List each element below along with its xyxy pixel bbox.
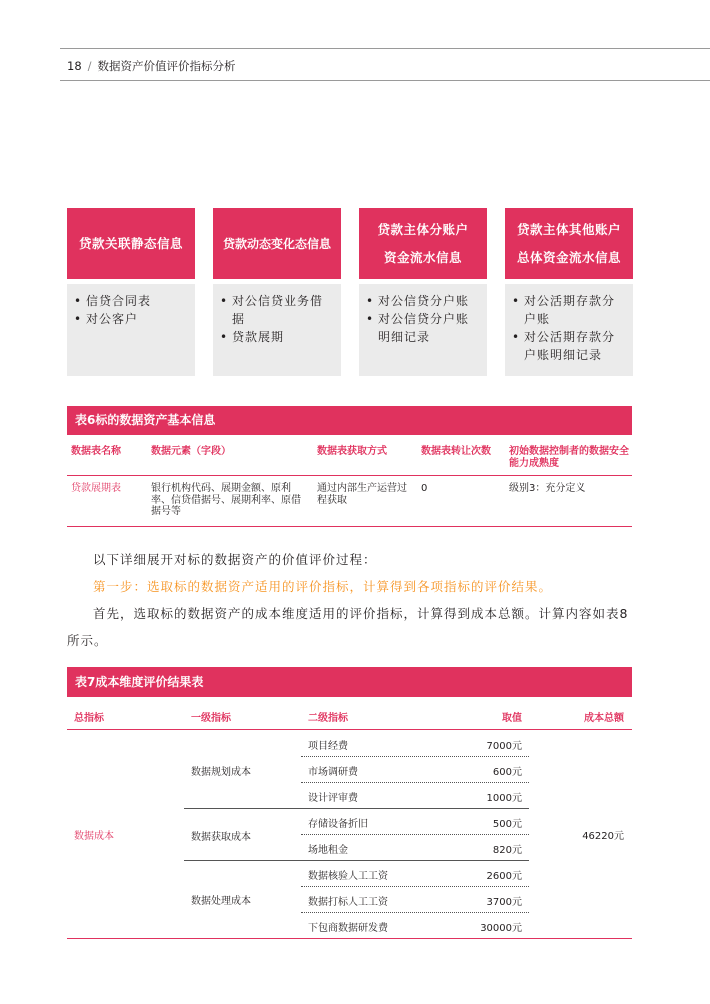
level2-indicator: 下包商数据研发费 xyxy=(308,923,388,934)
indicator-value: 820元 xyxy=(492,845,522,856)
table7-body xyxy=(67,729,632,939)
card-body xyxy=(359,284,487,376)
step-one-paragraph: 第一步：选取标的数据资产适用的评价指标，计算得到各项指标的评价结果。 xyxy=(93,579,553,594)
level2-indicator: 数据核验人工工资 xyxy=(308,871,388,882)
cost-paragraph-cont: 所示。 xyxy=(67,633,108,648)
row-divider xyxy=(301,912,529,913)
card-static-info xyxy=(67,208,195,376)
table7-header-row xyxy=(67,709,632,725)
table-row xyxy=(67,483,632,523)
card-title-line: 贷款主体分账户 xyxy=(377,221,469,237)
card-item: • 对公客户 xyxy=(73,310,187,328)
card-title xyxy=(505,208,633,279)
table7-header-cell: 成本总额 xyxy=(584,713,624,724)
card-title-line: 资金流水信息 xyxy=(383,249,462,265)
card-title xyxy=(359,208,487,279)
card-sub-account-flow xyxy=(359,208,487,376)
card-item: • 对公活期存款分户账 xyxy=(511,292,625,328)
table7-header-cell: 一级指标 xyxy=(191,713,231,724)
row-divider xyxy=(301,886,529,887)
level1-indicator: 数据规划成本 xyxy=(191,767,251,778)
card-item: • 对公信贷分户账明细记录 xyxy=(365,310,479,346)
cost-paragraph: 首先，选取标的数据资产的成本维度适用的评价指标，计算得到成本总额。计算内容如表8 xyxy=(93,606,629,621)
level2-indicator: 市场调研费 xyxy=(308,767,358,778)
card-item: • 贷款展期 xyxy=(219,328,333,346)
card-item: • 对公信贷业务借据 xyxy=(219,292,333,328)
table6-cell: 级别3：充分定义 xyxy=(509,483,586,494)
table7-bottom-rule xyxy=(67,938,632,939)
card-body xyxy=(505,284,633,376)
row-divider xyxy=(301,782,529,783)
table6-cell: 0 xyxy=(421,483,428,494)
table6-bottom-rule xyxy=(67,526,632,527)
table7-header-cell: 总指标 xyxy=(74,713,104,724)
table6-header-cell: 数据表名称 xyxy=(71,446,121,457)
table7-header-cell: 二级指标 xyxy=(308,713,348,724)
table7-title: 表7成本维度评价结果表 xyxy=(67,667,632,697)
table6-header-cell: 数据表转让次数 xyxy=(421,446,491,457)
card-item: • 对公活期存款分户账明细记录 xyxy=(511,328,625,364)
table6-header-cell: 数据表获取方式 xyxy=(317,446,387,457)
level2-indicator: 设计评审费 xyxy=(308,793,358,804)
level1-indicator: 数据获取成本 xyxy=(191,832,251,843)
group-divider xyxy=(184,808,529,809)
table6-divider xyxy=(67,475,632,476)
header-rule-bottom xyxy=(60,80,710,81)
indicator-value: 30000元 xyxy=(480,923,522,934)
row-divider xyxy=(301,756,529,757)
card-title-line: 贷款主体其他账户 xyxy=(516,221,621,237)
total-indicator: 数据成本 xyxy=(74,831,114,842)
card-dynamic-info xyxy=(213,208,341,376)
indicator-value: 1000元 xyxy=(486,793,522,804)
card-body xyxy=(67,284,195,376)
indicator-value: 7000元 xyxy=(486,741,522,752)
page-number: 18 xyxy=(67,59,82,73)
running-header xyxy=(67,58,236,74)
card-title-line: 总体资金流水信息 xyxy=(516,249,621,265)
table6-cell: 贷款展期表 xyxy=(71,483,121,494)
level2-indicator: 场地租金 xyxy=(308,845,348,856)
card-other-account-flow xyxy=(505,208,633,376)
header-rule-top xyxy=(60,48,710,49)
level1-indicator: 数据处理成本 xyxy=(191,896,251,907)
total-cost: 46220元 xyxy=(582,831,624,842)
card-title-line: 贷款动态变化态信息 xyxy=(222,236,331,251)
table6-header-cell: 数据元素（字段） xyxy=(151,446,231,457)
card-title-line: 贷款关联静态信息 xyxy=(78,235,183,251)
card-title xyxy=(67,208,195,279)
table6-header-cell: 初始数据控制者的数据安全能力成熟度 xyxy=(509,446,629,469)
level2-indicator: 数据打标人工工资 xyxy=(308,897,388,908)
row-divider xyxy=(301,834,529,835)
table7-header-cell: 取值 xyxy=(502,713,522,724)
indicator-value: 500元 xyxy=(492,819,522,830)
intro-paragraph: 以下详细展开对标的数据资产的价值评价过程： xyxy=(93,552,377,567)
table6-title: 表6标的数据资产基本信息 xyxy=(67,406,632,435)
card-title xyxy=(213,208,341,279)
indicator-value: 600元 xyxy=(492,767,522,778)
header-separator: / xyxy=(87,59,92,73)
group-divider xyxy=(184,860,529,861)
table6-cell: 银行机构代码、展期金额、原利率、信贷借据号、展期利率、原借据号等 xyxy=(151,483,301,517)
card-item: • 对公信贷分户账 xyxy=(365,292,479,310)
table6-header-row xyxy=(67,437,632,475)
level2-indicator: 项目经费 xyxy=(308,741,348,752)
indicator-value: 3700元 xyxy=(486,897,522,908)
indicator-value: 2600元 xyxy=(486,871,522,882)
table6-cell: 通过内部生产运营过程获取 xyxy=(317,483,407,506)
level2-indicator: 存储设备折旧 xyxy=(308,819,368,830)
card-item: • 信贷合同表 xyxy=(73,292,187,310)
card-body xyxy=(213,284,341,376)
header-title: 数据资产价值评价指标分析 xyxy=(97,59,236,73)
